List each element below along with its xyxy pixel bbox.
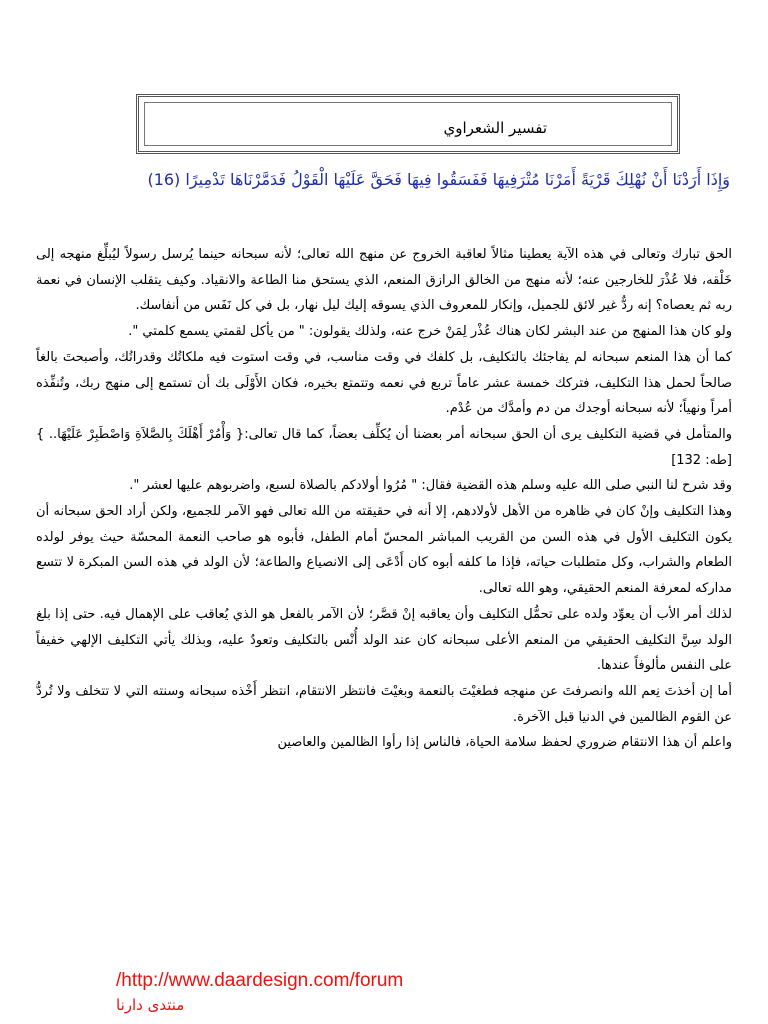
paragraph: وهذا التكليف وإنْ كان في ظاهره من الأهل لأولادهم، إلا أنه في حقيقته من الله تعالى فهو الآمر للجميع، ولكن أراد الحق سبحانه أن يكون التكليف الأول في هذه السن من القريب المباشر المحسّ أمام الطفل، فأبوه هو صاحب النعمة المحسّة حيث يوفر لولده الطعام والشراب، وكل متطلبات حياته، فإذا ما كلفه أبوه كان أَدْعَى إلى الانصياع والطاعة؛ لأن الولد في هذه السن المبكرة لا تتسع مداركه لمعرفة المنعم الحقيقي، وهو الله تعالى. xyxy=(36,504,732,597)
paragraph: ولو كان هذا المنهج من عند البشر لكان هناك عُذْر لِمَنْ خرج عنه، ولذلك يقولون: " من يأكل لقمتي يسمع كلمتي ". xyxy=(128,324,732,340)
paragraph: لذلك أمر الأب أن يعوِّد ولده على تحمُّل التكليف وأن يعاقبه إنْ قصَّر؛ لأن الآمر بالفعل هو الذي يُعاقب على الإهمال فيه. حتى إذا بلغ الولد سِنَّ التكليف الحقيقي من المنعم الأعلى سبحانه كان عند الولد أُنْس بالتكليف وتعودٌ عليه، وبذلك يأتي التكليف الإلهي خفيفاً على النفس مألوفاً عندها. xyxy=(36,606,732,674)
page-title: تفسير الشعراوي xyxy=(443,119,547,137)
title-box xyxy=(136,94,680,154)
forum-name: منتدى دارنا xyxy=(116,996,185,1014)
quran-verse: وَإِذَا أَرَدْنَا أَنْ نُهْلِكَ قَرْيَةً أَمَرْنَا مُتْرَفِيهَا فَفَسَقُوا فِيهَا فَحَقَّ عَلَيْهَا الْقَوْلُ فَدَمَّرْنَاهَا تَدْمِيرًا (16) xyxy=(147,170,730,189)
paragraph: واعلم أن هذا الانتقام ضروري لحفظ سلامة الحياة، فالناس إذا رأوا الظالمين والعاصين xyxy=(277,735,732,751)
title-box-inner-border xyxy=(144,102,672,146)
paragraph: وقد شرح لنا النبي صلى الله عليه وسلم هذه القضية فقال: " مُرُوا أولادكم بالصلاة لسبع، واضربوهم عليها لعشر ". xyxy=(129,478,732,494)
paragraph: كما أن هذا المنعم سبحانه لم يفاجئك بالتكليف، بل كلفك في وقت مناسب، في وقت استوت فيه ملكاتُك وقدراتُك، وأصبحتَ بالغاً صالحاً لحمل هذا التكليف، فتركك خمسة عشر عاماً تربع في نعمه وتتمتع بخيره، فكان الأَوْلَى بك أن تستمع إلى منهج ربك، وتُنفِّذه أمراً ونهياً؛ لأنه سبحانه أوجدك من دم وأمدَّك من عُدْم. xyxy=(36,349,732,417)
forum-link[interactable]: /http://www.daardesign.com/forum xyxy=(116,970,404,991)
paragraph: أما إن أخذتَ نِعم الله وانصرفتَ عن منهجه فطغيْتَ بالنعمة وبغيْتَ فانتظر الانتقام، انتظر أَخْذه سبحانه وسنته التي لا تتخلف ولا تُردُّ عن القوم الظالمين في الدنيا قبل الآخرة. xyxy=(36,683,732,725)
paragraph: الحق تبارك وتعالى في هذه الآية يعطينا مثالاً لعاقبة الخروج عن منهج الله تعالى؛ لأنه سبحانه حينما يُرسل رسولاً ليُبلِّغ منهجه إلى خَلْقه، فلا عُذْرَ للخارجين عنه؛ لأنه منهج من الخالق الرازق المنعم، الذي يستحق منا الطاعة والانقياد. وكيف يتقلب الإنسان في نعمة ربه ثم يعصاه؟ إنه ردٌّ غير لائق للجميل، وإنكار للمعروف الذي يسوقه إليك ليل نهار، بل في كل نَفَس من أنفاسك. xyxy=(36,247,732,314)
paragraph: والمتأمل في قضية التكليف يرى أن الحق سبحانه أمر بعضنا أن يُكلِّف بعضاً، كما قال تعالى:{ وَأْمُرْ أَهْلَكَ بِالصَّلاَةِ وَاصْطَبِرْ عَلَيْهَا.. }[طه: 132] xyxy=(36,426,732,468)
tafsir-body xyxy=(36,242,732,756)
